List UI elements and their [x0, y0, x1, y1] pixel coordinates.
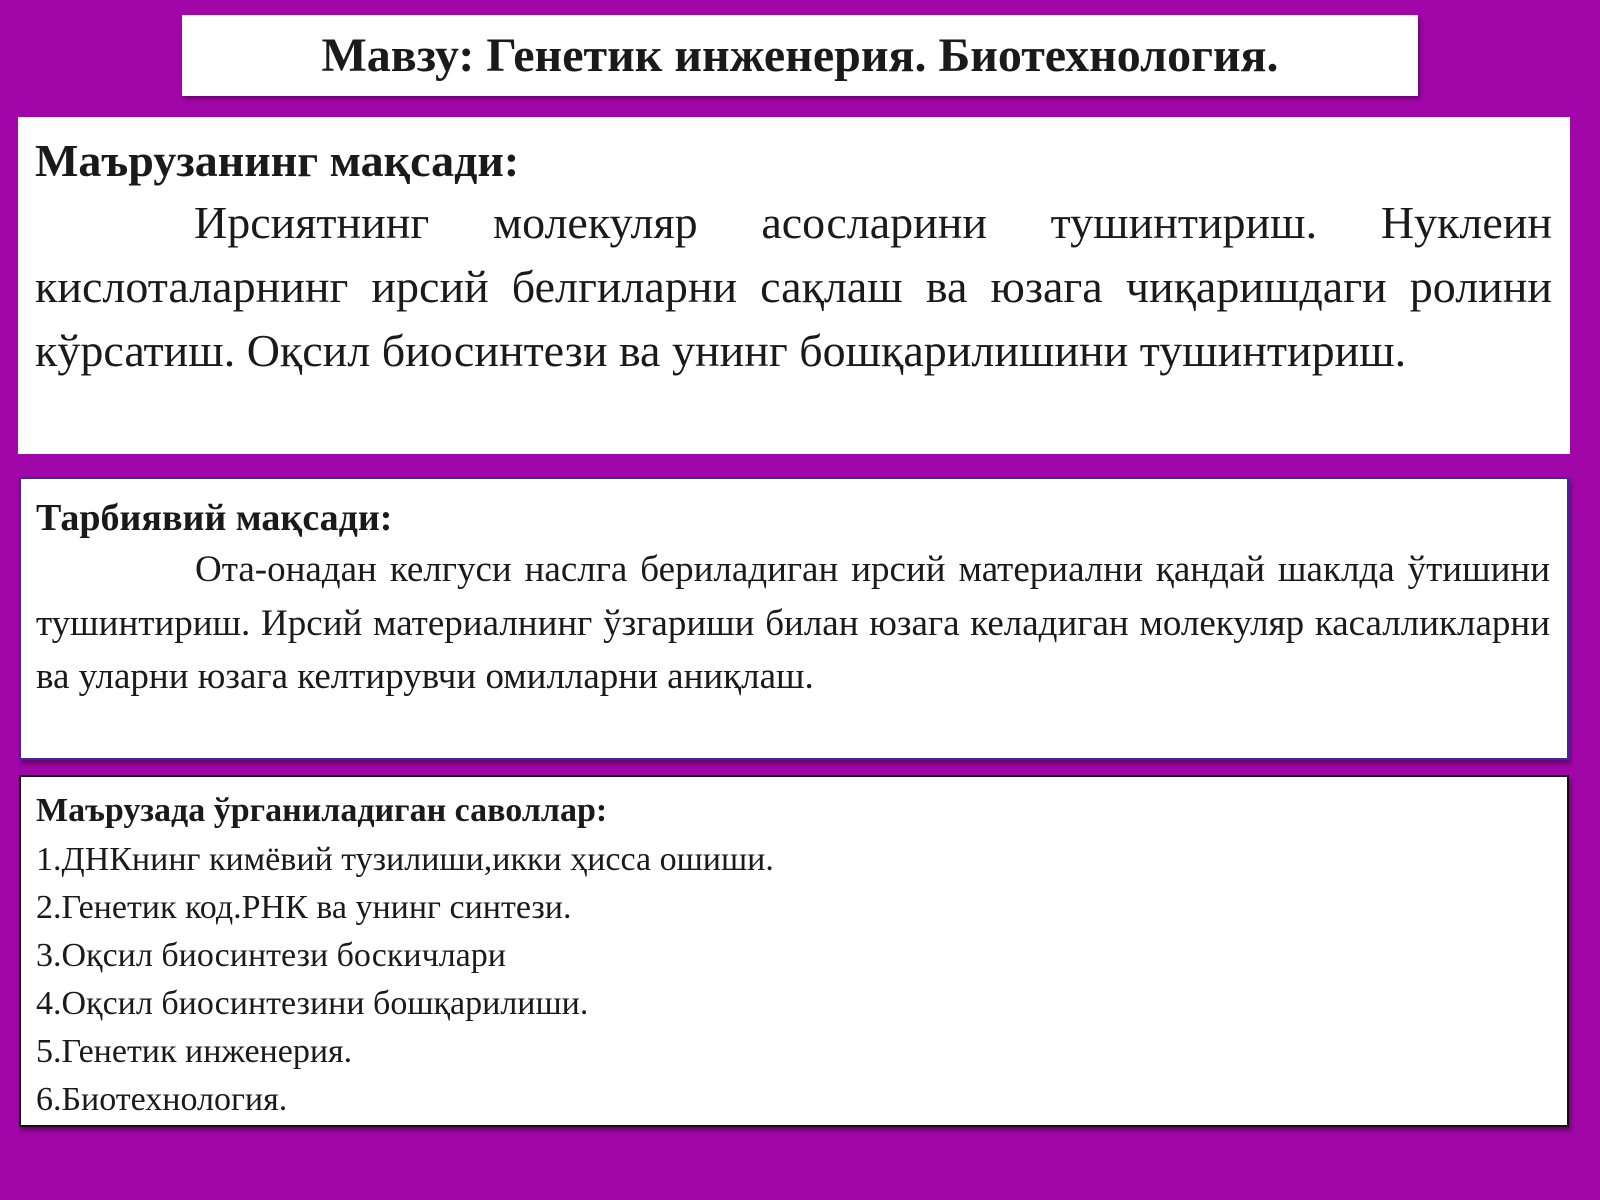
- question-item: 1.ДНКнинг кимёвий тузилиши,икки ҳисса ошиши.: [36, 841, 774, 878]
- question-item: 5.Генетик инженерия.: [36, 1033, 353, 1070]
- questions-panel: [19, 775, 1569, 1127]
- lecture-goal-panel: [18, 117, 1570, 454]
- educational-goal-panel: [19, 477, 1569, 760]
- question-item: 3.Оқсил биосинтези боскичлари: [36, 937, 506, 974]
- questions-list: [36, 836, 1550, 1124]
- question-item: 4.Оқсил биосинтезини бошқарилиши.: [36, 985, 589, 1022]
- lecture-goal-text: Ирсиятнинг молекуляр асосларини тушинтириш. Нуклеин кислоталарнинг ирсий белгиларни сақлаш ва юзага чиқаришдаги ролини кўрсатиш. Оқсил биосинтези ва унинг бошқарилишини тушинтириш.: [35, 197, 1552, 376]
- lecture-goal-heading: Маърузанинг мақсади:: [35, 135, 520, 186]
- educational-goal-heading: Тарбиявий мақсади:: [36, 497, 393, 539]
- educational-goal-text: Ота-онадан келгуси наслга бериладиган ирсий материални қандай шаклда ўтишини тушинтириш. Ирсий материалнинг ўзгариши билан юзага келадиган молекуляр касалликларни ва уларни юзага келтирувчи омилларни аниқлаш.: [36, 549, 1550, 697]
- question-item: 6.Биотехнология.: [36, 1081, 288, 1118]
- question-item: 2.Генетик код.РНК ва унинг синтези.: [36, 889, 572, 926]
- title-box: [182, 15, 1418, 96]
- slide-title: Мавзу: Генетик инженерия. Биотехнология.: [321, 28, 1279, 82]
- questions-heading: Маърузада ўрганиладиган саволлар:: [36, 792, 608, 829]
